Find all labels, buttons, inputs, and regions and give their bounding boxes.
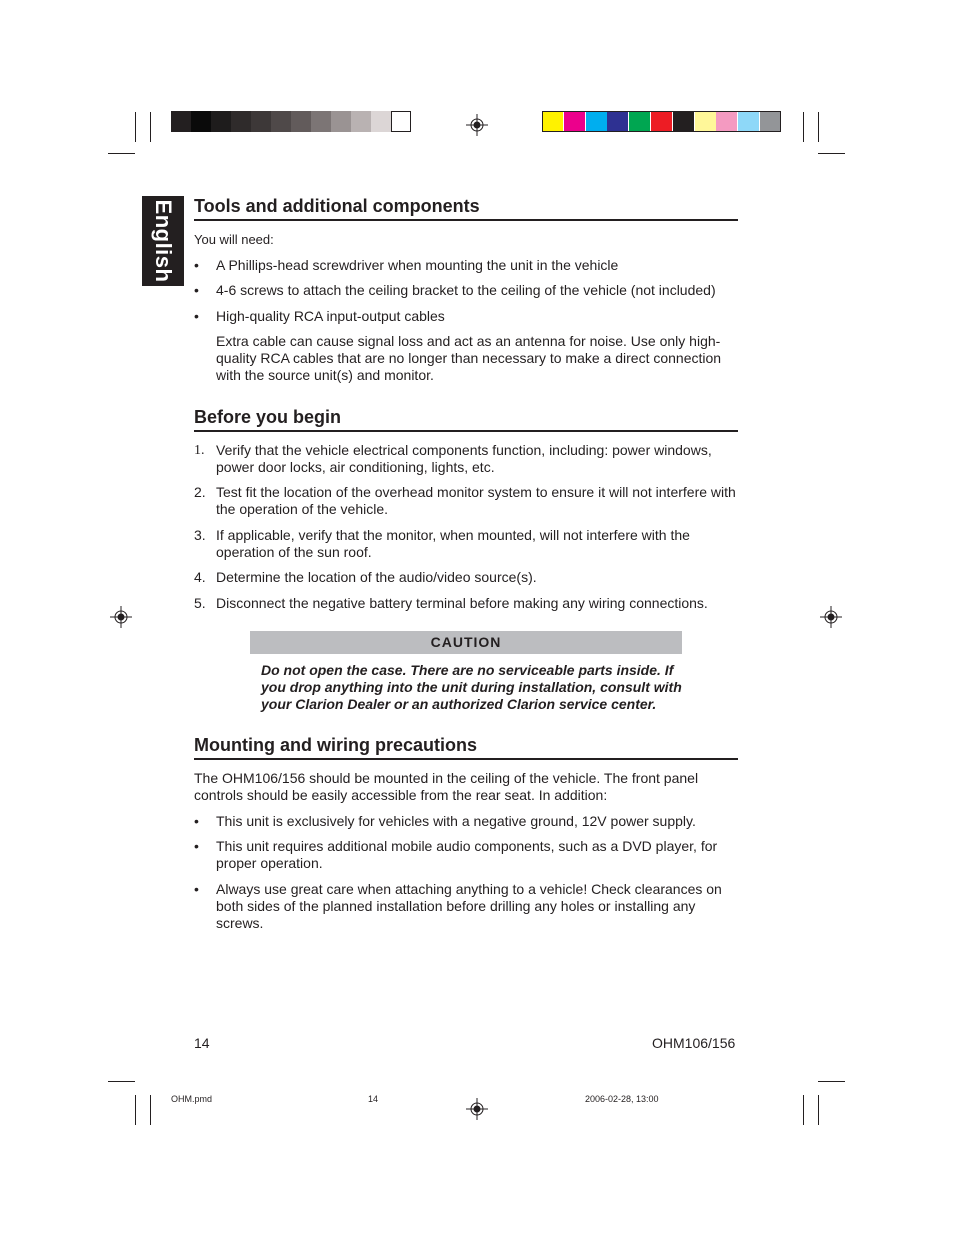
slug-page-number: 14 <box>368 1094 379 1104</box>
crop-mark <box>108 153 135 154</box>
color-bar-frame <box>542 111 781 132</box>
list-item: High-quality RCA input-output cables <box>216 308 445 324</box>
registration-mark-icon <box>466 114 488 136</box>
gray-swatch <box>211 111 231 132</box>
page-number: 14 <box>194 1035 210 1051</box>
list-item: This unit requires additional mobile audio components, such as a DVD player, for proper operation. <box>216 838 718 871</box>
list-item: Determine the location of the audio/video source(s). <box>216 569 537 585</box>
gray-swatch <box>331 111 351 132</box>
list-item: Disconnect the negative battery terminal before making any wiring connections. <box>216 595 708 611</box>
gray-swatch <box>351 111 371 132</box>
bullet-icon: • <box>194 257 199 273</box>
mounting-intro: The OHM106/156 should be mounted in the ceiling of the vehicle. The front panel controls should be easily accessible from the rear seat. In addition: <box>194 770 699 803</box>
section-heading-before: Before you begin <box>194 407 738 432</box>
bullet-icon: • <box>194 282 199 298</box>
crop-mark <box>135 1095 136 1125</box>
gray-swatch <box>271 111 291 132</box>
list-item: 4-6 screws to attach the ceiling bracket to the ceiling of the vehicle (not included) <box>216 282 716 298</box>
bullet-icon: • <box>194 838 199 854</box>
step-number: 1. <box>194 443 205 458</box>
tools-note: Extra cable can cause signal loss and act as an antenna for noise. Use only high-quality RCA cables that are no longer than necessary to make a direct connection with the source unit(s) and monitor. <box>216 333 722 383</box>
language-tab <box>142 196 184 286</box>
registration-mark-icon <box>466 1098 488 1120</box>
gray-swatch <box>291 111 311 132</box>
caution-text: Do not open the case. There are no serviceable parts inside. If you drop anything into the unit during installation, consult with your Clarion Dealer or an authorized Clarion service center. <box>261 662 682 712</box>
crop-mark <box>818 153 845 154</box>
step-number: 3. <box>194 527 206 543</box>
registration-mark-icon <box>110 606 132 628</box>
bullet-icon: • <box>194 813 199 829</box>
gray-swatch <box>311 111 331 132</box>
step-number: 4. <box>194 569 206 585</box>
list-item: This unit is exclusively for vehicles with a negative ground, 12V power supply. <box>216 813 696 829</box>
crop-mark <box>818 1081 845 1082</box>
section-heading-mounting: Mounting and wiring precautions <box>194 735 738 760</box>
crop-mark <box>108 1081 135 1082</box>
gray-swatch <box>371 111 391 132</box>
bullet-icon: • <box>194 308 199 324</box>
registration-mark-icon <box>820 606 842 628</box>
crop-mark <box>135 112 136 142</box>
gray-swatch <box>391 111 411 132</box>
slug-file-name: OHM.pmd <box>171 1094 213 1104</box>
crop-mark <box>818 112 819 142</box>
tools-intro: You will need: <box>194 232 274 247</box>
section-heading-tools: Tools and additional components <box>194 196 738 221</box>
model-number: OHM106/156 <box>652 1035 736 1051</box>
gray-swatch <box>231 111 251 132</box>
crop-mark <box>150 1095 151 1125</box>
gray-swatch <box>191 111 211 132</box>
list-item: Test fit the location of the overhead monitor system to ensure it will not interfere with the operation of the vehicle. <box>216 484 736 517</box>
list-item: Always use great care when attaching anything to a vehicle! Check clearances on both sides of the planned installation before drilling any holes or installing any screws. <box>216 881 722 931</box>
crop-mark <box>818 1095 819 1125</box>
list-item: A Phillips-head screwdriver when mounting the unit in the vehicle <box>216 257 619 273</box>
slug-date: 2006-02-28, 13:00 <box>585 1094 659 1104</box>
crop-mark <box>150 112 151 142</box>
list-item: Verify that the vehicle electrical components function, including: power windows, power door locks, air conditioning, lights, etc. <box>216 442 712 475</box>
step-number: 5. <box>194 595 206 611</box>
list-item: If applicable, verify that the monitor, when mounted, will not interfere with the operation of the sun roof. <box>216 527 690 560</box>
crop-mark <box>803 112 804 142</box>
gray-swatch <box>171 111 191 132</box>
caution-banner: CAUTION <box>250 631 682 654</box>
step-number: 2. <box>194 484 206 500</box>
crop-mark <box>803 1095 804 1125</box>
language-tab-label: English <box>151 199 176 283</box>
bullet-icon: • <box>194 881 199 897</box>
gray-swatch <box>251 111 271 132</box>
